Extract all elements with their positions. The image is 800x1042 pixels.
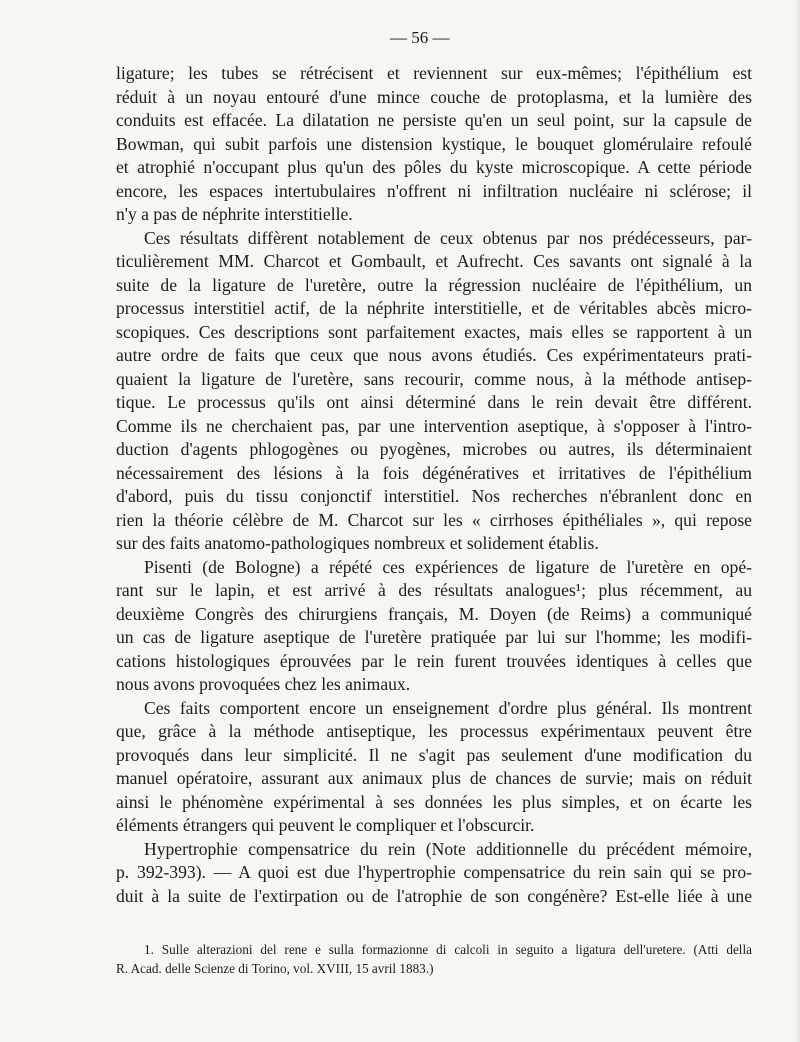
text-line: suite de la ligature de l'uretère, outre la régression nucléaire de l'épithélium, un: [116, 274, 752, 295]
text-line: n'y a pas de néphrite interstitielle.: [116, 204, 353, 224]
text-line: deuxième Congrès des chirurgiens français, M. Doyen (de Reims) a communiqué: [116, 603, 752, 624]
text-line: sur des faits anatomo-pathologiques nombreux et solidement établis.: [116, 533, 599, 553]
text-line: Pisenti (de Bologne) a répété ces expériences de ligature de l'uretère en opé-: [144, 556, 752, 577]
text-line: nous avons provoquées chez les animaux.: [116, 674, 411, 694]
text-line: que, grâce à la méthode antiseptique, les processus expérimentaux peuvent être: [116, 721, 752, 741]
text-line: et atrophié n'occupant plus qu'un des pôles du kyste microscopique. A cette période: [116, 157, 752, 177]
text-line: provoqués dans leur simplicité. Il ne s'agit pas seulement d'une modification du: [116, 744, 752, 765]
text-line: rant sur le lapin, et est arrivé à des résultats analogues¹; plus récemment, au: [116, 580, 752, 600]
text-line: un cas de ligature aseptique de l'uretère pratiquée par lui sur l'homme; les modifi-: [116, 627, 752, 647]
text-line: Comme ils ne cherchaient pas, par une intervention aseptique, à s'opposer à l'intro-: [116, 415, 752, 436]
text-line: manuel opératoire, assurant aux animaux plus de chances de survie; mais on réduit: [116, 768, 752, 788]
text-line: rien la théorie célèbre de M. Charcot sur les « cirrhoses épithéliales », qui repose: [116, 509, 752, 530]
text-line: cations histologiques éprouvées par le rein furent trouvées identiques à celles que: [116, 650, 752, 671]
footnotes: [116, 940, 752, 978]
text-line: duction d'agents phlogogènes ou pyogènes, microbes ou autres, ils déterminaient: [116, 439, 752, 459]
text-line: tique. Le processus qu'ils ont ainsi déterminé dans le rein devait être différent.: [116, 392, 752, 412]
text-line: nécessairement des lésions à la fois dégénératives et irritatives de l'épithélium: [116, 462, 752, 483]
text-line: d'abord, puis du tissu conjonctif interstitiel. Nos recherches n'ébranlent donc en: [116, 486, 752, 506]
text-line: encore, les espaces intertubulaires n'offrent ni infiltration nucléaire ni sclérose; il: [116, 180, 752, 201]
text-line: scopiques. Ces descriptions sont parfaitement exactes, mais elles se rapportent à un: [116, 321, 752, 342]
text-line: ticulièrement MM. Charcot et Gombault, et Aufrecht. Ces savants ont signalé à la: [116, 251, 752, 271]
page-edge: [794, 0, 800, 1042]
text-line: p. 392-393). — A quoi est due l'hypertrophie compensatrice du rein sain qui se pro-: [116, 862, 752, 882]
page-number: — 56 —: [390, 28, 450, 47]
text-line: autre ordre de faits que ceux que nous avons étudiés. Ces expérimentateurs prati-: [116, 345, 752, 365]
text-line: quaient la ligature de l'uretère, sans recourir, comme nous, à la méthode antisep-: [116, 368, 752, 389]
text-line: ainsi le phénomène expérimental à ses données les plus simples, et on écarte les: [116, 791, 752, 812]
footnote-line: 1. Sulle alterazioni del rene e sulla formazionne di calcoli in seguito a ligatura dell'uretere. (Atti della: [144, 942, 752, 957]
text-line: duit à la suite de l'extirpation ou de l'atrophie de son congénère? Est-elle liée à une: [116, 885, 752, 906]
text-line: processus interstitiel actif, de la néphrite interstitielle, et de véritables abcès micro-: [116, 298, 752, 318]
text-line: Bowman, qui subit parfois une distension kystique, le bouquet glomérulaire refoulé: [116, 133, 752, 154]
footnote-line: R. Acad. delle Scienze di Torino, vol. XVIII, 15 avril 1883.): [116, 961, 434, 976]
text-line: Ces résultats diffèrent notablement de ceux obtenus par nos prédécesseurs, par-: [144, 227, 752, 248]
text-line: Hypertrophie compensatrice du rein (Note additionnelle du précédent mémoire,: [144, 838, 752, 859]
text-line: conduits est effacée. La dilatation ne persiste qu'en un seul point, sur la capsule de: [116, 110, 752, 130]
text-line: Ces faits comportent encore un enseignement d'ordre plus général. Ils montrent: [144, 697, 752, 718]
body-text: [116, 62, 752, 908]
text-line: réduit à un noyau entouré d'une mince couche de protoplasma, et la lumière des: [116, 86, 752, 107]
text-line: éléments étrangers qui peuvent le compliquer et l'obscurcir.: [116, 815, 535, 835]
text-line: ligature; les tubes se rétrécisent et reviennent sur eux-mêmes; l'épithélium est: [116, 63, 752, 83]
